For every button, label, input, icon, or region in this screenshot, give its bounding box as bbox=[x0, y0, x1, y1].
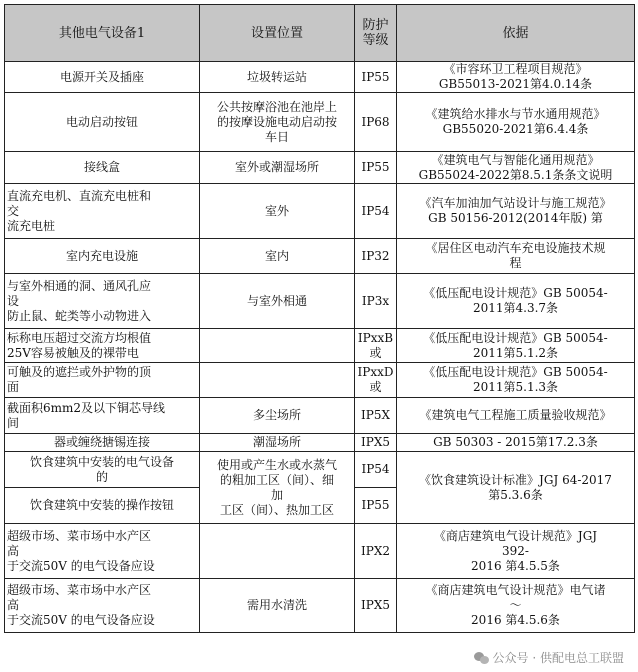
wechat-icon bbox=[474, 652, 489, 664]
location-cell: 垃圾转运站 bbox=[200, 62, 355, 93]
header-basis: 依据 bbox=[397, 5, 635, 62]
location-cell: 公共按摩浴池在池岸上 的按摩设施电动启动按 车日 bbox=[200, 93, 355, 152]
device-cell: 饮食建筑中安装的电气设备 的 bbox=[5, 452, 200, 488]
device-cell: 器或缠绕搪锡连接 bbox=[5, 434, 200, 452]
location-cell bbox=[200, 329, 355, 363]
table-row bbox=[5, 363, 635, 398]
device-cell: 接线盒 bbox=[5, 152, 200, 184]
table-row bbox=[5, 239, 635, 274]
location-cell: 使用或产生水或水蒸气 的粗加工区（间）、细 加 工区（间）、热加工区 bbox=[200, 452, 355, 524]
header-ip-rating: 防护 等级 bbox=[355, 5, 397, 62]
ip-cell: IP3x bbox=[355, 274, 397, 329]
table-row bbox=[5, 434, 635, 452]
device-cell: 标称电压超过交流方均根值 25V容易被触及的裸带电 bbox=[5, 329, 200, 363]
ip-cell: IPxxD 或 bbox=[355, 363, 397, 398]
ip-cell: IP54 bbox=[355, 452, 397, 488]
basis-cell: GB 50303 - 2015第17.2.3条 bbox=[397, 434, 635, 452]
table-row bbox=[5, 398, 635, 434]
table-row bbox=[5, 62, 635, 93]
ip-cell: IP55 bbox=[355, 488, 397, 524]
ip-rating-table bbox=[4, 4, 635, 633]
basis-cell: 《低压配电设计规范》GB 50054- 2011第5.1.3条 bbox=[397, 363, 635, 398]
table-row bbox=[5, 152, 635, 184]
basis-cell: 《汽车加油加气站设计与施工规范》 GB 50156-2012(2014年版) 第 bbox=[397, 184, 635, 239]
basis-cell: 《市容环卫工程项目规范》 GB55013-2021第4.0.14条 bbox=[397, 62, 635, 93]
device-cell: 室内充电设施 bbox=[5, 239, 200, 274]
basis-cell: 《居住区电动汽车充电设施技术规 程 bbox=[397, 239, 635, 274]
device-cell: 电源开关及插座 bbox=[5, 62, 200, 93]
basis-cell: 《建筑给水排水与节水通用规范》 GB55020-2021第6.4.4条 bbox=[397, 93, 635, 152]
location-cell: 多尘场所 bbox=[200, 398, 355, 434]
basis-cell: 《饮食建筑设计标准》JGJ 64-2017 第5.3.6条 bbox=[397, 452, 635, 524]
basis-cell: 《建筑电气工程施工质量验收规范》 bbox=[397, 398, 635, 434]
table-row bbox=[5, 274, 635, 329]
location-cell: 与室外相通 bbox=[200, 274, 355, 329]
table-row bbox=[5, 329, 635, 363]
header-location: 设置位置 bbox=[200, 5, 355, 62]
device-cell: 电动启动按钮 bbox=[5, 93, 200, 152]
device-cell: 截面积6mm2及以下铜芯导线 间 bbox=[5, 398, 200, 434]
basis-cell: 《商店建筑电气设计规范》电气诸 ～ 2016 第4.5.6条 bbox=[397, 579, 635, 633]
table-header-row bbox=[5, 5, 635, 62]
ip-cell: IP55 bbox=[355, 62, 397, 93]
location-cell: 室外 bbox=[200, 184, 355, 239]
standards-table-container bbox=[4, 4, 634, 633]
wechat-watermark bbox=[474, 649, 624, 666]
device-cell: 饮食建筑中安装的操作按钮 bbox=[5, 488, 200, 524]
ip-cell: IP5X bbox=[355, 398, 397, 434]
ip-cell: IP55 bbox=[355, 152, 397, 184]
watermark-text: 公众号 · 供配电总工联盟 bbox=[492, 651, 624, 665]
basis-cell: 《建筑电气与智能化通用规范》 GB55024-2022第8.5.1条条文说明 bbox=[397, 152, 635, 184]
header-device: 其他电气设备1 bbox=[5, 5, 200, 62]
ip-cell: IPX5 bbox=[355, 434, 397, 452]
basis-cell: 《低压配电设计规范》GB 50054- 2011第4.3.7条 bbox=[397, 274, 635, 329]
ip-cell: IPxxB 或 bbox=[355, 329, 397, 363]
table-row bbox=[5, 579, 635, 633]
table-row bbox=[5, 524, 635, 579]
location-cell: 室内 bbox=[200, 239, 355, 274]
ip-cell: IP68 bbox=[355, 93, 397, 152]
table-row bbox=[5, 452, 635, 488]
table-row bbox=[5, 93, 635, 152]
location-cell: 需用水清洗 bbox=[200, 579, 355, 633]
device-cell: 直流充电机、直流充电桩和 交 流充电桩 bbox=[5, 184, 200, 239]
ip-cell: IPX2 bbox=[355, 524, 397, 579]
device-cell: 超级市场、菜市场中水产区 高 于交流50V 的电气设备应设 bbox=[5, 524, 200, 579]
location-cell bbox=[200, 524, 355, 579]
device-cell: 与室外相通的洞、通风孔应 设 防止鼠、蛇类等小动物进入 bbox=[5, 274, 200, 329]
location-cell: 潮湿场所 bbox=[200, 434, 355, 452]
table-row bbox=[5, 184, 635, 239]
basis-cell: 《商店建筑电气设计规范》JGJ 392- 2016 第4.5.5条 bbox=[397, 524, 635, 579]
device-cell: 超级市场、菜市场中水产区 高 于交流50V 的电气设备应设 bbox=[5, 579, 200, 633]
ip-cell: IP32 bbox=[355, 239, 397, 274]
device-cell: 可触及的遮拦或外护物的顶 面 bbox=[5, 363, 200, 398]
location-cell bbox=[200, 363, 355, 398]
basis-cell: 《低压配电设计规范》GB 50054- 2011第5.1.2条 bbox=[397, 329, 635, 363]
ip-cell: IP54 bbox=[355, 184, 397, 239]
location-cell: 室外或潮湿场所 bbox=[200, 152, 355, 184]
ip-cell: IPX5 bbox=[355, 579, 397, 633]
